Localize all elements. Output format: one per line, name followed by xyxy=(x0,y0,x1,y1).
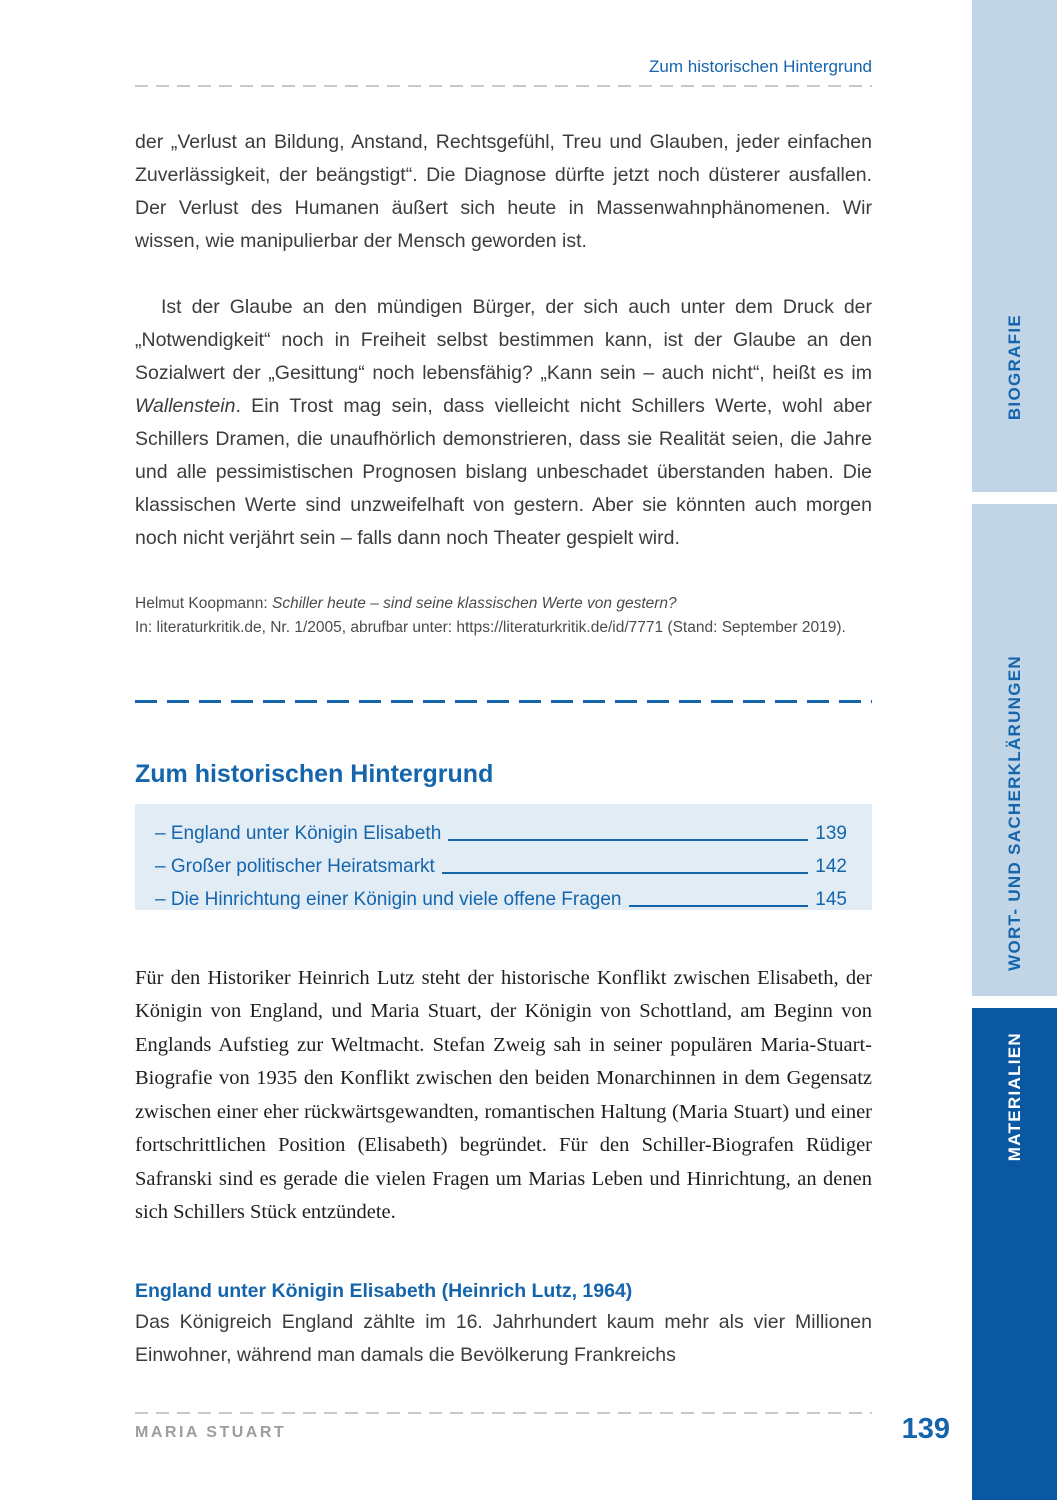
subsection-heading: England unter Königin Elisabeth (Heinrich Lutz, 1964) xyxy=(135,1279,633,1302)
page-number: 139 xyxy=(901,1413,950,1445)
toc-item-label: – Die Hinrichtung einer Königin und viele offene Fragen xyxy=(155,889,622,910)
sidebar-tab-materialien[interactable] xyxy=(972,1008,1057,1500)
sidebar-tab-biografie[interactable] xyxy=(972,0,1057,492)
header-divider-dashed xyxy=(135,85,872,87)
footer-divider-dashed xyxy=(135,1412,872,1414)
toc-item-label: – Großer politischer Heiratsmarkt xyxy=(155,856,435,877)
toc-page-number: 142 xyxy=(815,856,847,877)
sidebar-tab-wort-und-sacherklaerungen[interactable] xyxy=(972,504,1057,996)
toc-leader-line xyxy=(448,839,808,841)
section-heading: Zum historischen Hintergrund xyxy=(135,759,494,788)
toc-leader-line xyxy=(629,905,809,907)
source-citation xyxy=(135,592,872,640)
section-divider-dashed xyxy=(135,700,872,703)
quote-paragraph-1: der „Verlust an Bildung, Anstand, Rechtsgefühl, Treu und Glauben, jeder einfachen Zuverlässigkeit, der beängstigt“. Die Diagnose dürfte jetzt noch düsterer ausfallen. Der Verlust des Humanen äußert sich heute in Massenwahnphänomenen. Wir wissen, wie manipulierbar der Mensch geworden ist. xyxy=(135,130,872,252)
citation-author: Helmut Koopmann: xyxy=(135,594,272,612)
running-header: Zum historischen Hintergrund xyxy=(649,57,872,76)
toc-item-hinrichtung[interactable] xyxy=(155,883,847,916)
toc-page-number: 139 xyxy=(815,823,847,844)
body-paragraph-historians: Für den Historiker Heinrich Lutz steht der historische Konflikt zwischen Elisabeth, der Königin von England, und Maria Stuart, der Königin von Schottland, am Beginn von Englands Aufstieg zur Weltmacht. Stefan Zweig sah in seiner populären Maria-Stuart-Biografie von 1935 den Konflikt zwischen den beiden Monarchinnen in dem Gegensatz zwischen einer eher rückwärtsgewandten, romantischen Haltung (Maria Stuart) und einer fortschrittlichen Position (Elisabeth) begründet. Für den Schiller-Biografen Rüdiger Safranski sind es gerade die vielen Fragen um Marias Leben und Hinrichtung, an denen sich Schillers Stück entzündete. xyxy=(135,966,872,1223)
work-title-wallenstein: Wallenstein xyxy=(135,394,236,417)
quote-paragraph-2-rest: . Ein Trost mag sein, dass vielleicht nicht Schillers Werte, wohl aber Schillers Dramen, die unaufhörlich demonstrieren, dass sie Realität seien, die Jahre und alle pessimistischen Prognosen bislang unbeschadet überstanden haben. Die klassischen Werte sind unzweifelhaft von gestern. Aber sie könnten auch morgen noch nicht verjährt sein – falls dann noch Theater gespielt wird. xyxy=(135,394,872,549)
toc-item-label: – England unter Königin Elisabeth xyxy=(155,823,442,844)
citation-title: Schiller heute – sind seine klassischen Werte von gestern? xyxy=(272,594,677,612)
quote-paragraph-2 xyxy=(135,291,872,555)
toc-item-england[interactable] xyxy=(155,817,847,850)
body-paragraph-england: Das Königreich England zählte im 16. Jahrhundert kaum mehr als vier Millionen Einwohner, während man damals die Bevölkerung Frankreichs xyxy=(135,1310,872,1366)
toc-page-number: 145 xyxy=(815,889,847,910)
sidebar-tab-label: BIOGRAFIE xyxy=(1004,313,1024,420)
sidebar-tab-label: MATERIALIEN xyxy=(1004,1032,1024,1162)
section-toc-box xyxy=(135,804,872,910)
footer-book-title: MARIA STUART xyxy=(135,1424,287,1441)
toc-item-heiratsmarkt[interactable] xyxy=(155,850,847,883)
quote-paragraph-2-text: Ist der Glaube an den mündigen Bürger, der sich auch unter dem Druck der „Notwendigkeit“ noch in Freiheit selbst bestimmen kann, ist der Glaube an den Sozialwert der „Gesittung“ noch lebensfähig? „Kann sein – auch nicht“, heißt es im xyxy=(135,295,872,384)
citation-source: In: literaturkritik.de, Nr. 1/2005, abrufbar unter: https://literaturkritik.de/id/7771 (Stand: September 2019). xyxy=(135,618,846,636)
sidebar-tab-label: WORT- UND SACHERKLÄRUNGEN xyxy=(1004,655,1024,971)
toc-leader-line xyxy=(442,872,809,874)
